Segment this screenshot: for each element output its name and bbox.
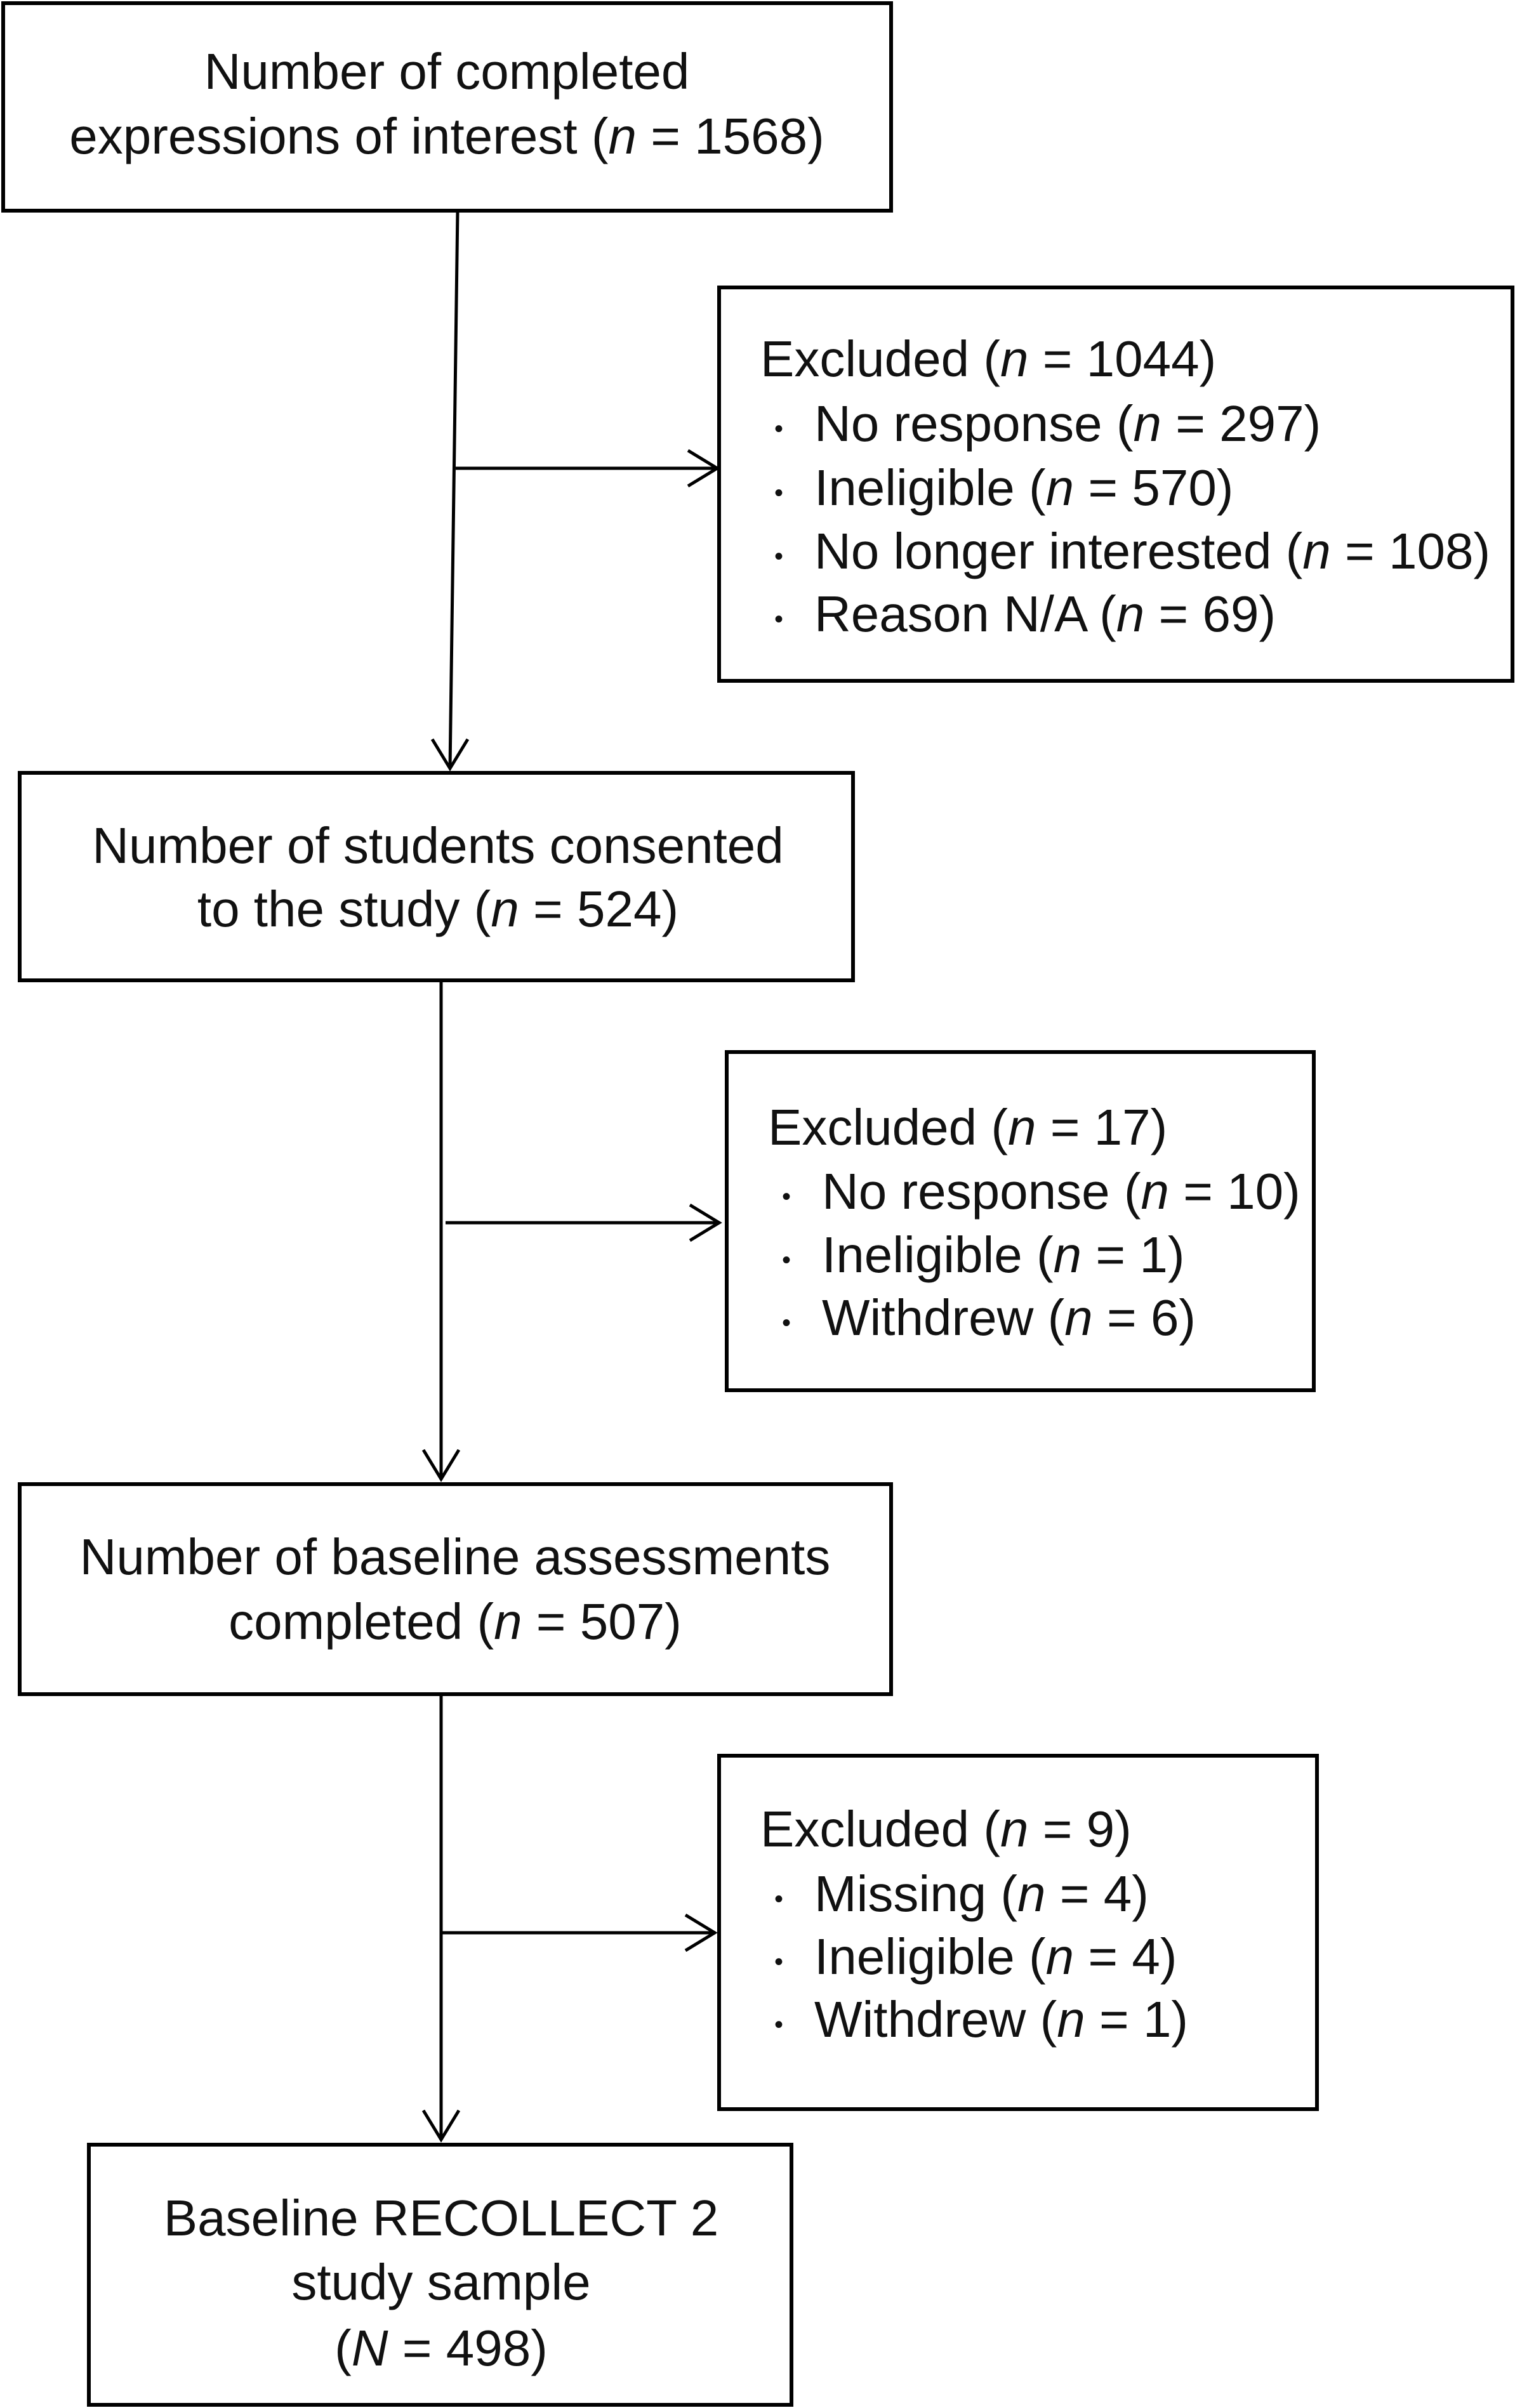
- box-baseline-assessments: [20, 1484, 891, 1694]
- variable-symbol: n: [491, 881, 519, 937]
- box-label: [197, 881, 678, 937]
- text-segment: = 297): [1161, 395, 1321, 452]
- box-label: [164, 2190, 719, 2246]
- text-segment: = 498): [388, 2320, 548, 2376]
- box-label: [228, 1593, 682, 1650]
- text-segment: = 108): [1330, 523, 1491, 579]
- exclusion-item: [814, 1991, 1188, 2048]
- text-segment: expressions of interest (: [69, 108, 609, 164]
- text-segment: = 17): [1036, 1099, 1168, 1155]
- exclusion-item: [822, 1289, 1196, 1346]
- bullet-icon: •: [774, 415, 784, 443]
- text-segment: = 4): [1074, 1928, 1177, 1985]
- text-segment: = 570): [1074, 459, 1234, 516]
- exclusion-item: [822, 1163, 1300, 1220]
- variable-symbol: n: [1141, 1163, 1169, 1220]
- box-label: [204, 43, 690, 100]
- bullet-icon: •: [774, 605, 784, 633]
- exclusion-heading: [768, 1099, 1167, 1155]
- text-segment: Number of baseline assessments: [79, 1529, 831, 1585]
- bullet-icon: •: [774, 2011, 784, 2039]
- text-segment: = 1568): [636, 108, 824, 164]
- exclusion-item: [822, 1227, 1184, 1283]
- variable-symbol: n: [1017, 1865, 1046, 1922]
- text-segment: = 524): [519, 881, 679, 937]
- text-segment: Number of completed: [204, 43, 690, 100]
- variable-symbol: n: [1045, 1928, 1075, 1985]
- text-segment: Number of students consented: [92, 817, 784, 874]
- text-segment: Excluded (: [760, 331, 1000, 387]
- text-segment: Excluded (: [768, 1099, 1008, 1155]
- exclusion-item: [814, 459, 1233, 516]
- exclusion-item: [814, 523, 1490, 579]
- variable-symbol: N: [351, 2320, 388, 2376]
- exclusion-item: [814, 586, 1276, 642]
- variable-symbol: n: [1045, 459, 1075, 516]
- text-segment: No response (: [814, 395, 1134, 452]
- text-segment: Ineligible (: [814, 459, 1046, 516]
- box-label: [291, 2254, 590, 2310]
- text-segment: = 1044): [1028, 331, 1217, 387]
- text-segment: study sample: [291, 2254, 591, 2310]
- box-label: [80, 1529, 831, 1585]
- box-expressions-of-interest: [3, 3, 891, 211]
- text-segment: = 507): [522, 1593, 682, 1650]
- variable-symbol: n: [1057, 1991, 1085, 2048]
- variable-symbol: n: [1053, 1227, 1082, 1283]
- variable-symbol: n: [1000, 331, 1029, 387]
- text-segment: Missing (: [814, 1865, 1018, 1922]
- text-segment: to the study (: [197, 881, 491, 937]
- text-segment: (: [334, 2320, 352, 2376]
- text-segment: Baseline RECOLLECT 2: [163, 2190, 719, 2246]
- exclusion-item: [814, 1928, 1177, 1985]
- bullet-icon: •: [774, 1948, 784, 1976]
- text-segment: = 1): [1085, 1991, 1189, 2048]
- exclusion-item: [814, 1865, 1149, 1922]
- text-segment: = 1): [1082, 1227, 1185, 1283]
- exclusion-item: [814, 395, 1321, 452]
- box-label: [69, 108, 824, 164]
- text-segment: = 4): [1045, 1865, 1149, 1922]
- variable-symbol: n: [1007, 1099, 1036, 1155]
- bullet-icon: •: [782, 1309, 791, 1337]
- exclusion-heading: [760, 1801, 1132, 1857]
- bullet-icon: •: [782, 1246, 791, 1274]
- text-segment: = 9): [1028, 1801, 1132, 1857]
- text-segment: = 6): [1092, 1289, 1196, 1346]
- bullet-icon: •: [782, 1183, 791, 1211]
- text-segment: completed (: [228, 1593, 494, 1650]
- variable-symbol: n: [608, 108, 637, 164]
- text-segment: = 69): [1144, 586, 1276, 642]
- text-segment: No response (: [822, 1163, 1141, 1220]
- connector-3: [423, 1694, 715, 2140]
- exclusion-heading: [760, 331, 1216, 387]
- bullet-icon: •: [774, 479, 784, 507]
- variable-symbol: n: [1000, 1801, 1029, 1857]
- variable-symbol: n: [1064, 1289, 1093, 1346]
- text-segment: Reason N/A (: [814, 586, 1116, 642]
- connector-2: [423, 980, 719, 1479]
- variable-symbol: n: [1302, 523, 1331, 579]
- text-segment: Withdrew (: [814, 1991, 1057, 2048]
- text-segment: Ineligible (: [814, 1928, 1046, 1985]
- variable-symbol: n: [1116, 586, 1145, 642]
- text-segment: No longer interested (: [814, 523, 1303, 579]
- connector-1: [432, 211, 717, 768]
- text-segment: Ineligible (: [822, 1227, 1054, 1283]
- text-segment: = 10): [1168, 1163, 1300, 1220]
- bullet-icon: •: [774, 1885, 784, 1913]
- variable-symbol: n: [494, 1593, 522, 1650]
- bullet-icon: •: [774, 543, 784, 570]
- box-label: [92, 817, 784, 874]
- text-segment: Withdrew (: [822, 1289, 1065, 1346]
- box-label: [334, 2320, 548, 2376]
- text-segment: Excluded (: [760, 1801, 1000, 1857]
- box-consented: [20, 773, 853, 980]
- variable-symbol: n: [1133, 395, 1161, 452]
